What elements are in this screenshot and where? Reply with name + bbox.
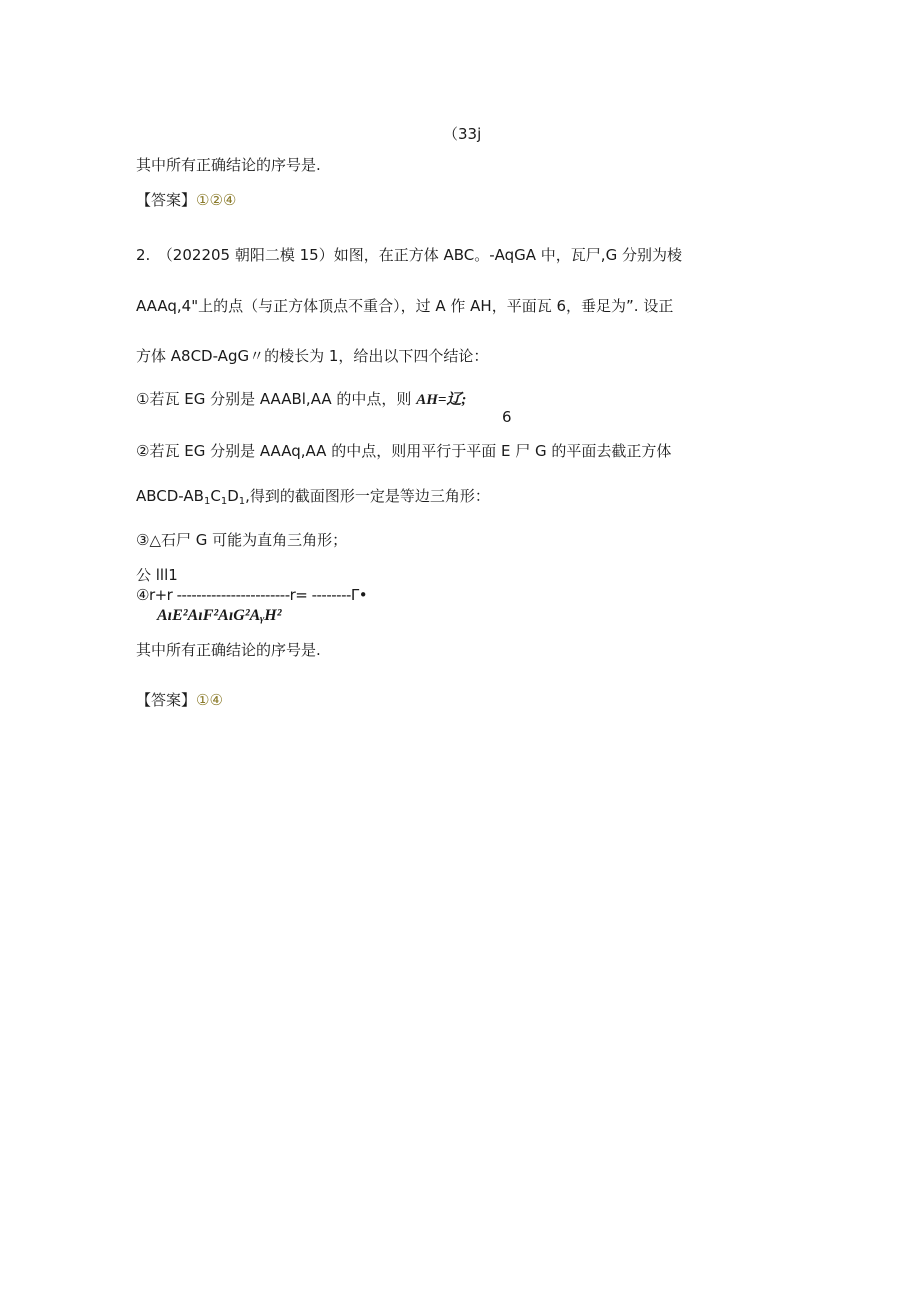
conclusion-4-denominator: AıE²AıF²AıG²AᵧH² <box>157 607 282 624</box>
answer-label: 【答案】 <box>136 691 197 709</box>
q1-question: 其中所有正确结论的序号是. <box>136 156 321 174</box>
subscript: 1 <box>238 496 246 507</box>
q2-intro-line-2: AAAq,4"上的点（与正方体顶点不重合），过 A 作 AH，平面瓦 6，垂足为”. 设正 <box>136 297 674 315</box>
conclusion-2-tail: ,得到的截面图形一定是等边三角形： <box>245 487 490 505</box>
answer-value: ①②④ <box>196 191 237 209</box>
q2-intro-line-1: 2. （202205 朝阳二模 15）如图，在正方体 ABC。-AqGA 中，瓦尸,G 分别为棱 <box>136 246 682 264</box>
conclusion-1-text: ①若瓦 EG 分别是 AAABl,AA 的中点，则 <box>136 390 412 408</box>
conclusion-2-line-2 <box>136 486 490 506</box>
formula-fragment: （33j <box>443 125 482 143</box>
q2-answer <box>136 690 223 710</box>
cube-name-part: ABCD-AB <box>136 487 204 505</box>
subscript: 1 <box>203 496 211 507</box>
conclusion-1-denominator: 6 <box>502 408 512 426</box>
conclusion-3: ③△石尸 G 可能为直角三角形； <box>136 531 348 549</box>
q2-question: 其中所有正确结论的序号是. <box>136 641 321 659</box>
conclusion-2-line-1: ②若瓦 EG 分别是 AAAq,AA 的中点，则用平行于平面 E 尸 G 的平面去截正方体 <box>136 442 672 460</box>
cube-name-part: C <box>210 487 221 505</box>
answer-label: 【答案】 <box>136 191 197 209</box>
subscript: 1 <box>220 496 228 507</box>
conclusion-1 <box>136 389 466 410</box>
cube-name-part: D <box>227 487 239 505</box>
conclusion-1-formula: AH=辽; <box>416 392 467 408</box>
q2-intro-line-3: 方体 A8CD-AgG〃的棱长为 1，给出以下四个结论： <box>136 347 489 365</box>
conclusion-4-numerator: 公 lll1 <box>136 566 178 584</box>
q1-answer <box>136 190 236 210</box>
answer-value: ①④ <box>196 691 223 709</box>
conclusion-4-line: ④r+r -----------------------r= --------Γ• <box>136 586 368 604</box>
